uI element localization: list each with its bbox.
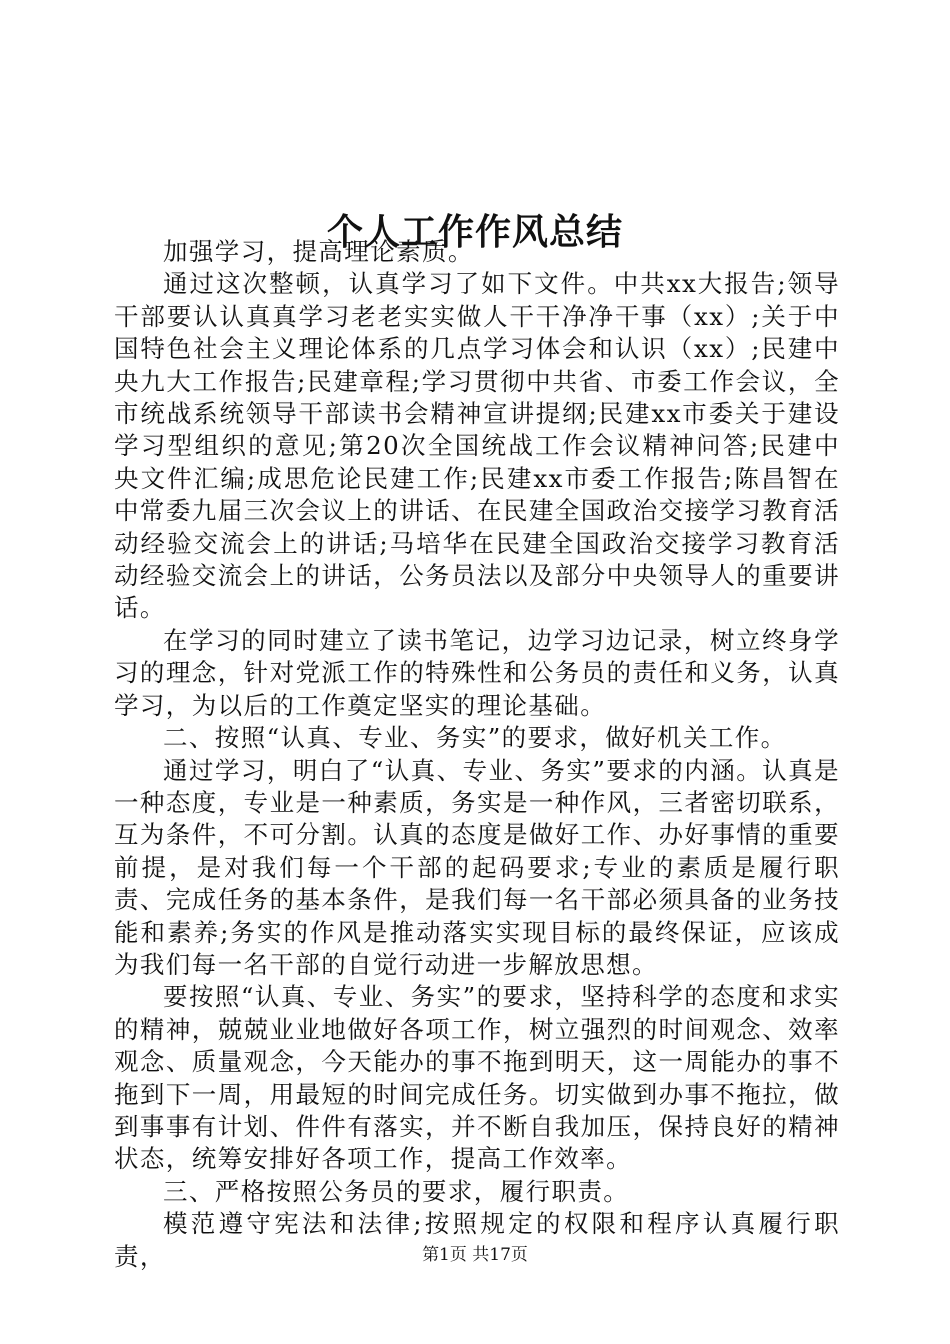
paragraph-3: 在学习的同时建立了读书笔记，边学习边记录，树立终身学习的理念，针对党派工作的特殊性和公务员的责任和义务，认真学习，为以后的工作奠定坚实的理论基础。 [114, 625, 840, 720]
document-title: 个人工作作风总结 [326, 211, 623, 254]
section-heading-3: 三、严格按照公务员的要求，履行职责。 [163, 1176, 630, 1206]
paragraph-1: 加强学习，提高理论素质。 [163, 237, 474, 266]
paragraph-6: 要按照“认真、专业、务实”的要求，坚持科学的态度和求实的精神，兢兢业业地做好各项工作，树立强烈的时间观念、效率观念、质量观念，今天能办的事不拖到明天，这一周能办的事不拖到下一周，用最短的时间完成任务。切实做到办事不拖拉，做到事事有计划、件件有落实，并不断自我加压，保持良好的精神状态，统筹安排好各项工作，提高工作效率。 [114, 982, 840, 1174]
page-footer: 第1页 共17页 [422, 1245, 528, 1265]
paragraph-2: 通过这次整顿，认真学习了如下文件。中共xx大报告;领导干部要认认真真学习老老实实做人干干净净干事（xx）;关于中国特色社会主义理论体系的几点学习体会和认识（xx）;民建中央九大工作报告;民建章程;学习贯彻中共省、市委工作会议，全市统战系统领导干部读书会精神宣讲提纲;民建xx市委关于建设学习型组织的意见;第20次全国统战工作会议精神问答;民建中央文件汇编;成思危论民建工作;民建xx市委工作报告;陈昌智在中常委九届三次会议上的讲话、在民建全国政治交接学习教育活动经验交流会上的讲话;马培华在民建全国政治交接学习教育活动经验交流会上的讲话，公务员法以及部分中央领导人的重要讲话。 [114, 269, 840, 623]
paragraph-8: 模范遵守宪法和法律;按照规定的权限和程序认真履行职责， [114, 1209, 840, 1271]
paragraph-5: 通过学习，明白了“认真、专业、务实”要求的内涵。认真是一种态度，专业是一种素质，务实是一种作风，三者密切联系，互为条件，不可分割。认真的态度是做好工作、办好事情的重要前提，是对我们每一个干部的起码要求;专业的素质是履行职责、完成任务的基本条件，是我们每一名干部必须具备的业务技能和素养;务实的作风是推动落实实现目标的最终保证，应该成为我们每一名干部的自觉行动进一步解放思想。 [114, 755, 840, 979]
document-body [114, 236, 840, 1273]
section-heading-2: 二、按照“认真、专业、务实”的要求，做好机关工作。 [163, 723, 787, 753]
